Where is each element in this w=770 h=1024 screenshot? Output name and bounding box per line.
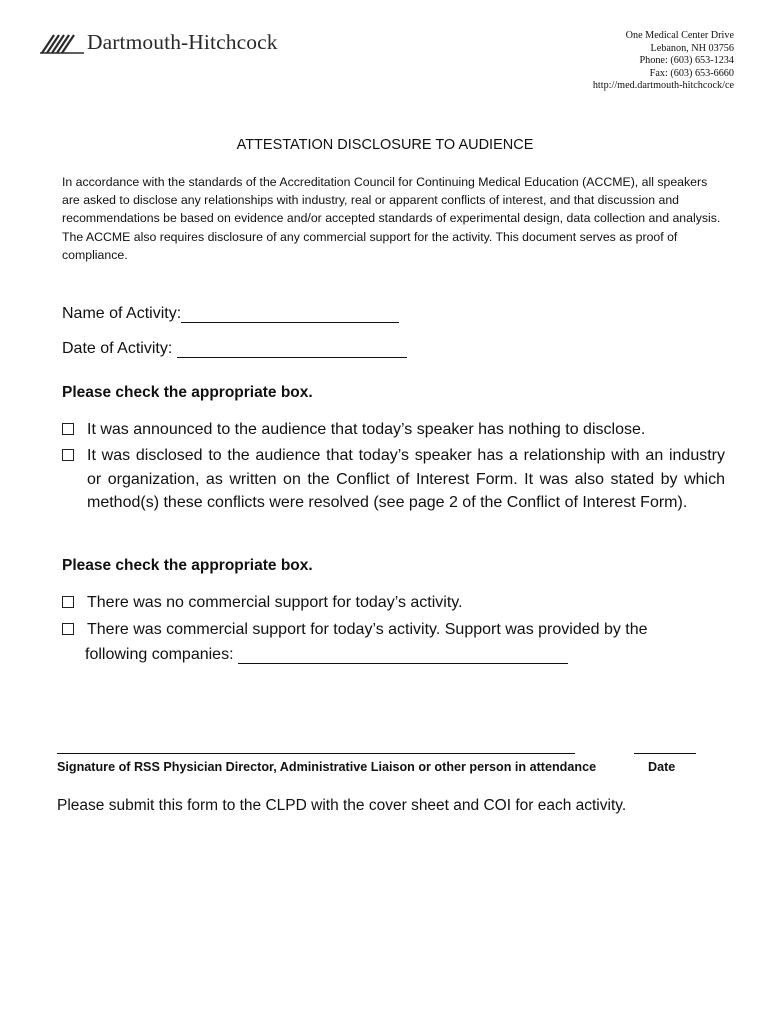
option-label: It was disclosed to the audience that today’s speaker has a relationship with an industry or organization, as written on the Conflict of Interest Form. It was also stated by which method(s) these conflicts were resolved (see page 2 of the Conflict of Interest Form).: [87, 447, 725, 511]
name-of-activity-label: Name of Activity:: [62, 305, 182, 322]
disclosure-option-nothing: [62, 418, 645, 442]
logo-mark-icon: [40, 32, 84, 54]
option-label: It was announced to the audience that today’s speaker has nothing to disclose.: [87, 421, 646, 438]
signature-line[interactable]: [57, 753, 575, 754]
support-option-provided: [62, 618, 648, 642]
checkbox-relationship-disclosed[interactable]: [62, 449, 74, 461]
name-of-activity-field: [62, 305, 399, 323]
checkbox-no-commercial-support[interactable]: [62, 596, 74, 608]
date-of-activity-input[interactable]: [177, 340, 407, 358]
address-line: One Medical Center Drive: [625, 30, 734, 41]
option-label: There was no commercial support for today’s activity.: [87, 594, 463, 611]
address-line: Lebanon, NH 03756: [650, 42, 734, 54]
submit-instructions: Please submit this form to the CLPD with the cover sheet and COI for each activity.: [57, 797, 627, 814]
following-companies-label: following companies:: [85, 646, 238, 663]
date-label: Date: [648, 760, 676, 774]
fax-line: Fax: (603) 653-6660: [649, 67, 734, 79]
section2-heading: Please check the appropriate box.: [62, 557, 313, 574]
name-of-activity-input[interactable]: [181, 305, 399, 323]
checkbox-commercial-support[interactable]: [62, 623, 74, 635]
date-of-activity-field: [62, 340, 407, 358]
signature-label: Signature of RSS Physician Director, Administrative Liaison or other person in attendance: [57, 760, 597, 774]
option-label: There was commercial support for today’s activity. Support was provided by the: [87, 621, 648, 638]
document-title: ATTESTATION DISCLOSURE TO AUDIENCE: [236, 137, 534, 153]
address-block: [593, 30, 734, 93]
website-line: http://med.dartmouth-hitchcock/ce: [592, 80, 734, 91]
date-line[interactable]: [634, 753, 696, 754]
logo-text: Dartmouth-Hitchcock: [87, 30, 278, 54]
dartmouth-hitchcock-logo: [40, 30, 278, 55]
date-of-activity-label: Date of Activity:: [62, 340, 177, 357]
following-companies-input[interactable]: [238, 646, 568, 664]
intro-paragraph: In accordance with the standards of the Accreditation Council for Continuing Medical Education (ACCME), all speakers are asked to disclose any relationships with industry, real or apparent conflicts of interest, and that discussion and recommendations be based on evidence and/or accepted standards of experimental design, data collection and analysis. The ACCME also requires disclosure of any commercial support for the activity. This document serves as proof of compliance.: [62, 175, 721, 262]
checkbox-nothing-to-disclose[interactable]: [62, 423, 74, 435]
support-option-none: [62, 591, 463, 615]
disclosure-option-relationship: [62, 444, 725, 515]
phone-line: Phone: (603) 653-1234: [639, 55, 734, 66]
section1-heading: Please check the appropriate box.: [62, 384, 313, 401]
following-companies-field: [85, 646, 568, 664]
